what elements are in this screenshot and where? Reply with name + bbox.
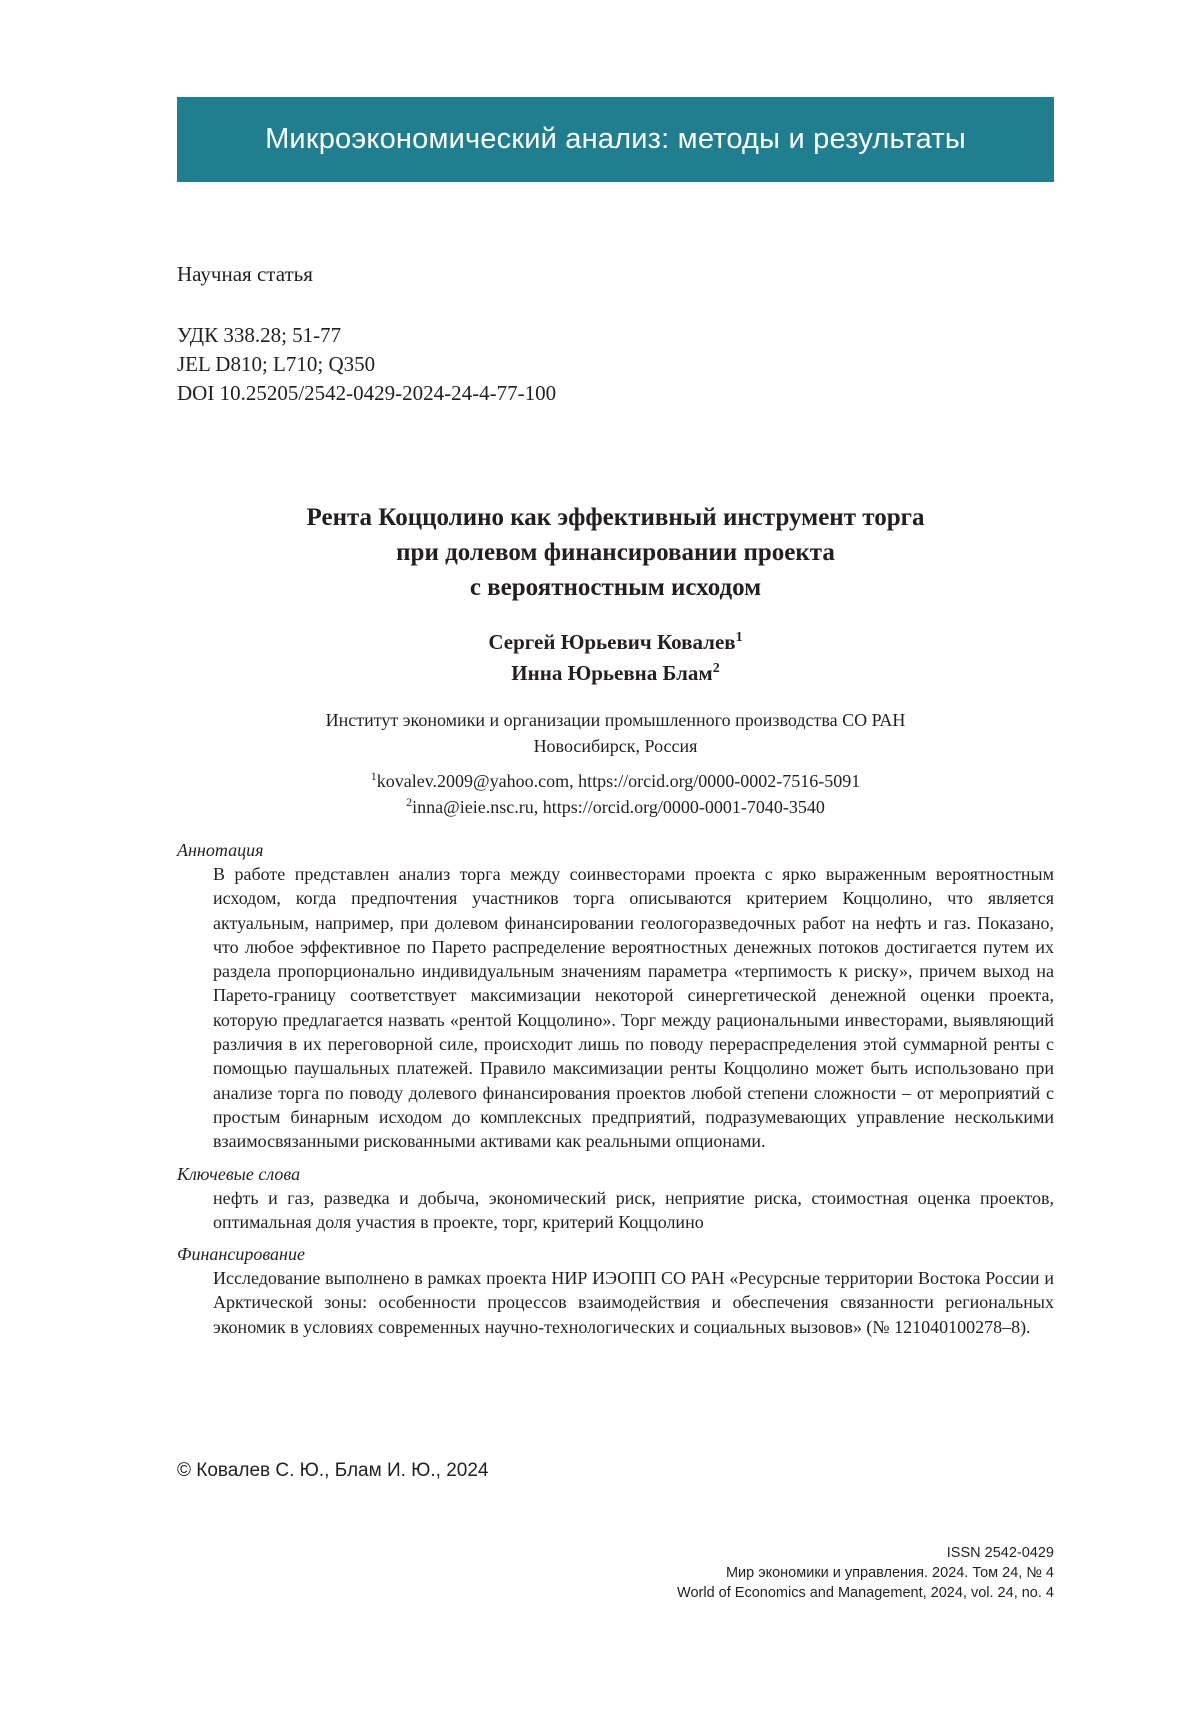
copyright-notice: © Ковалев С. Ю., Блам И. Ю., 2024 <box>177 1460 489 1481</box>
abstract-text: В работе представлен анализ торга между соинвесторами проекта с ярко выраженным вероятностным исходом, когда предпочтения участников торга описываются критерием Коццолино, что является актуальным, например, при долевом финансировании геологоразведочных работ на нефть и газ. Показано, что любое эффективное по Парето распределение вероятностных денежных потоков достигается путем их раздела пропорционально индивидуальным значениям параметра «терпимость к риску», причем выход на Парето-границу соответствует максимизации некоторой синергетической денежной оценки проекта, которую предлагается назвать «рентой Коццолино». Торг между рациональными инвесторами, выявляющий различия в их переговорной силе, происходит лишь по поводу перераспределения этой суммарной ренты с помощью паушальных платежей. Правило максимизации ренты Коццолино может быть использовано при анализе торга по поводу долевого финансирования проектов любой степени сложности – от мероприятий с простым бинарным исходом до комплексных предприятий, подразумевающих управление несколькими взаимосвязанными рискованными активами как реальными опционами. <box>213 864 1054 1152</box>
author-name: Сергей Юрьевич Ковалев <box>488 630 736 654</box>
abstract-heading: Аннотация <box>177 840 264 860</box>
udc-code: УДК 338.28; 51-77 <box>177 323 342 347</box>
contact-text: kovalev.2009@yahoo.com, https://orcid.org/0000-0002-7516-5091 <box>376 771 861 791</box>
journal-name-en: World of Economics and Management, 2024, vol. 24, no. 4 <box>677 1585 1054 1601</box>
doi: DOI 10.25205/2542-0429-2024-24-4-77-100 <box>177 381 557 405</box>
title-line: Рента Коццолино как эффективный инструмент торга <box>306 504 925 531</box>
contact-line <box>177 794 1054 820</box>
affiliation-institution: Институт экономики и организации промышленного производства СО РАН <box>325 710 906 730</box>
funding-heading: Финансирование <box>177 1244 305 1265</box>
jel-code: JEL D810; L710; Q350 <box>177 352 376 376</box>
article-title <box>177 500 1054 605</box>
journal-issn: ISSN 2542-0429 <box>946 1545 1054 1561</box>
journal-name-ru: Мир экономики и управления. 2024. Том 24, № 4 <box>725 1565 1054 1581</box>
author <box>177 658 1054 689</box>
contact-line <box>177 768 1054 794</box>
keywords-heading: Ключевые слова <box>177 1163 301 1184</box>
author-contacts <box>177 768 1054 820</box>
author-marker: 2 <box>712 661 720 676</box>
author-marker: 1 <box>735 630 743 645</box>
title-line: при долевом финансировании проекта <box>396 539 835 566</box>
author <box>177 627 1054 658</box>
section-banner <box>177 97 1054 182</box>
author-list <box>177 627 1054 689</box>
author-name: Инна Юрьевна Блам <box>511 661 713 685</box>
section-title: Микроэкономический анализ: методы и результаты <box>265 123 966 155</box>
title-line: с вероятностным исходом <box>469 574 762 601</box>
contact-marker: 1 <box>370 769 377 783</box>
article-type: Научная статья <box>177 262 313 286</box>
front-matter-sections <box>177 838 1054 1347</box>
affiliation-location: Новосибирск, Россия <box>533 736 698 756</box>
keywords-text: нефть и газ, разведка и добыча, экономический риск, неприятие риска, стоимостная оценка проектов, оптимальная доля участия в проекте, торг, критерий Коццолино <box>213 1187 1054 1232</box>
journal-info <box>677 1543 1054 1603</box>
contact-text: inna@ieie.nsc.ru, https://orcid.org/0000-0001-7040-3540 <box>412 797 825 817</box>
contact-marker: 2 <box>406 795 413 809</box>
funding-text: Исследование выполнено в рамках проекта НИР ИЭОПП СО РАН «Ресурсные территории Востока России и Арктической зоны: особенности процессов взаимодействия и обеспечения связанности региональных экономик в условиях современных научно-технологических и социальных вызовов» (№ 121040100278–8). <box>213 1268 1054 1337</box>
affiliation <box>177 707 1054 759</box>
identifiers-block <box>177 321 556 408</box>
